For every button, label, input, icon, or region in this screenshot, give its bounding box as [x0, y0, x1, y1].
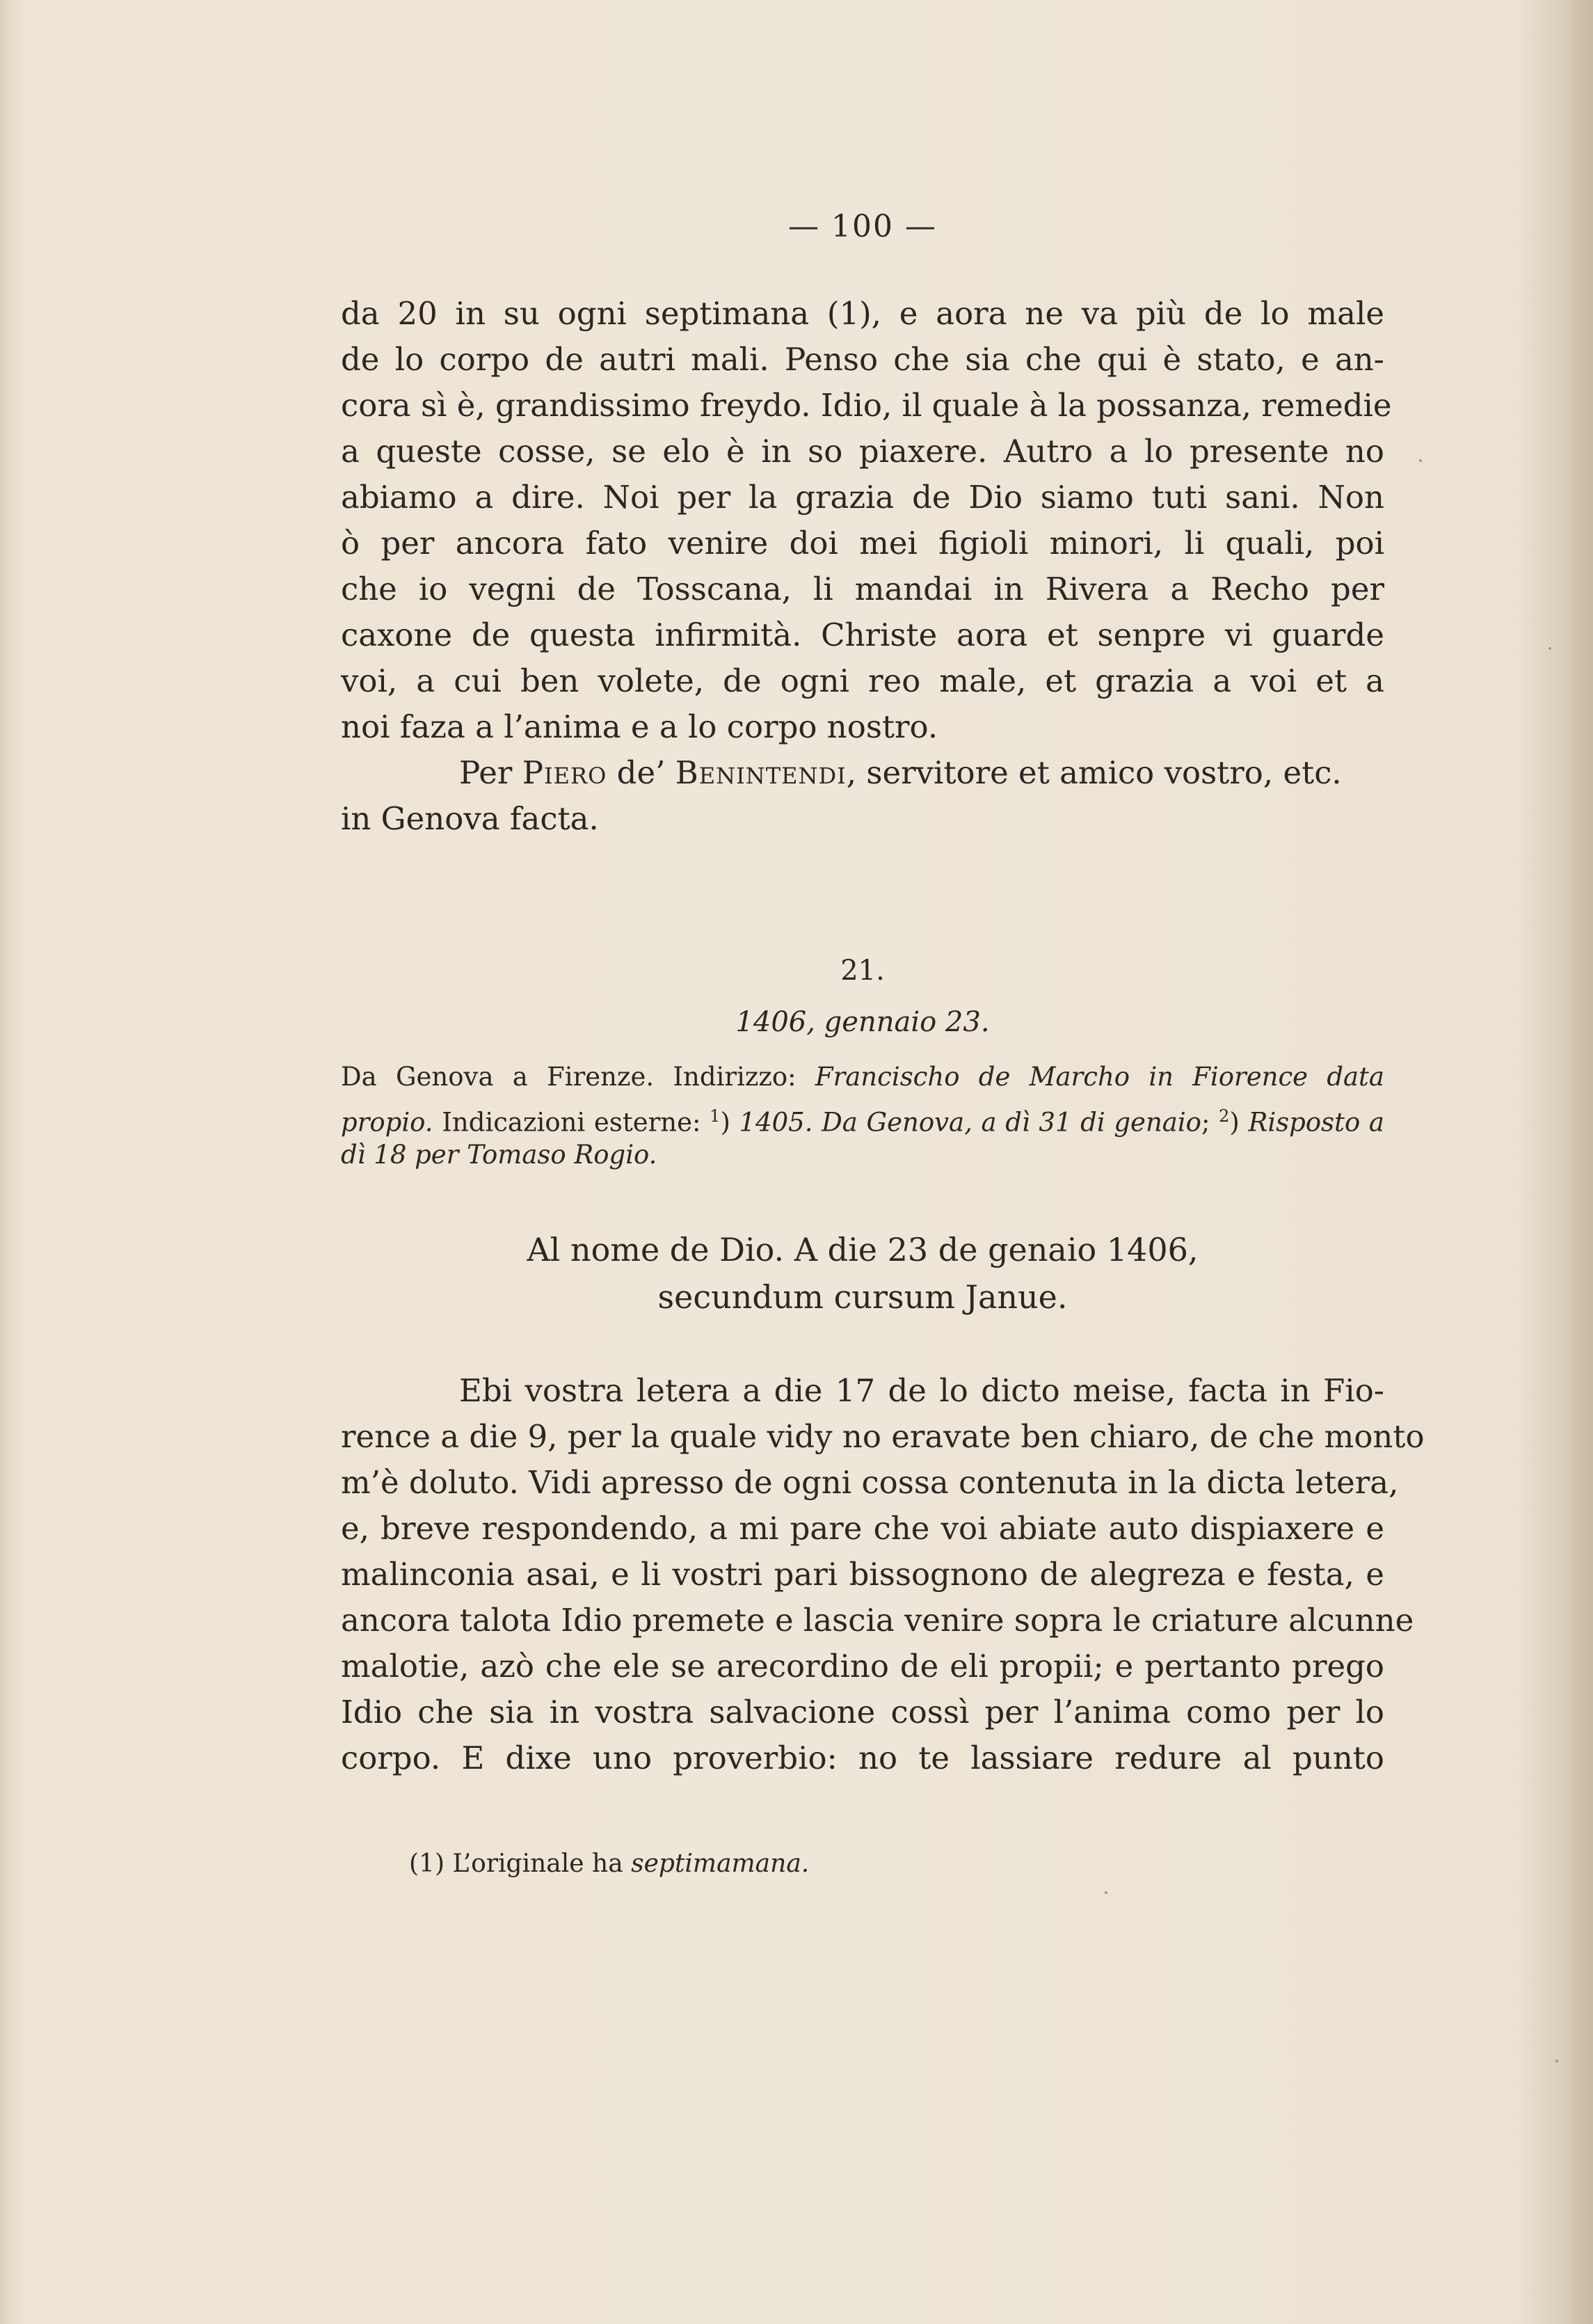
note-external-1: 1405. Da Genova, a dì 31 di genaio	[739, 1107, 1201, 1138]
note-external-label: Indicazioni esterne:	[442, 1107, 701, 1138]
text-line: corpo. E dixe uno proverbio: no te lassiare redure al punto	[341, 1740, 1384, 1776]
footnote-term: septimamana.	[631, 1849, 810, 1878]
page-edge-left	[0, 0, 10, 2324]
note-external-2-end: dì 18 per Tomaso Rogio.	[341, 1140, 657, 1170]
signature-line	[341, 750, 1384, 796]
text-line: noi faza a l’anima e a lo corpo nostro.	[341, 708, 938, 745]
paper-speck	[1548, 647, 1551, 650]
text-line: ancora talota Idio premete e lascia venire sopra le criature alcunne	[341, 1602, 1414, 1639]
text-line: Ebi vostra letera a die 17 de lo dicto meise, facta in Fio-	[459, 1372, 1384, 1409]
text-line: ò per ancora fato venire doi mei figioli minori, li quali, poi	[341, 525, 1384, 562]
text-line: malinconia asai, e li vostri pari bissognono de alegreza e festa, e	[341, 1556, 1384, 1593]
signature-rest: , servitore et amico vostro, etc.	[846, 754, 1342, 791]
editorial-note	[341, 1058, 1384, 1175]
text-line: rence a die 9, per la quale vidy no eravate ben chiaro, de che monto	[341, 1418, 1425, 1455]
text-line: de lo corpo de autri mali. Penso che sia che qui è stato, e an-	[341, 341, 1384, 378]
text-line: abiamo a dire. Noi per la grazia de Dio siamo tuti sani. Non	[341, 479, 1384, 516]
place-line: in Genova facta.	[341, 800, 599, 837]
text-line: voi, a cui ben volete, de ogni reo male, et grazia a voi et a	[341, 662, 1384, 699]
text-line: cora sì è, grandissimo freydo. Idio, il quale à la possanza, remedie	[341, 387, 1392, 424]
note-mark-2: 2	[1219, 1106, 1230, 1126]
letter-number: 21.	[840, 955, 885, 987]
note-external-2: Risposto a	[1248, 1107, 1384, 1138]
signature-per: Per	[459, 754, 513, 791]
letter-20-ending	[341, 291, 1392, 842]
note-address-end: propio.	[341, 1107, 433, 1138]
signature-surname: Benintendi	[675, 754, 847, 791]
text-line: Idio che sia in vostra salvacione cossì per l’anima como per lo	[341, 1694, 1384, 1730]
note-mark-1: 1	[710, 1106, 721, 1126]
text-line: e, breve respondendo, a mi pare che voi abiate auto dispiaxere e	[341, 1510, 1384, 1547]
footnote	[409, 1849, 809, 1878]
note-line	[341, 1058, 1384, 1097]
letter-heading	[341, 1226, 1384, 1321]
page-edge-right	[1568, 0, 1593, 2324]
paper-speck	[1419, 459, 1422, 462]
note-line: propio. Indicazioni esterne: $^1$) 1405. Da Genova, a dì 31 di genaio; $^2$) Risposto a	[341, 1106, 1384, 1138]
text-line: da 20 in su ogni septimana (1), e aora ne va più de lo male	[341, 295, 1384, 332]
footnote-prefix: (1) L’originale ha	[409, 1849, 623, 1878]
heading-line: secundum cursum Janue.	[657, 1278, 1068, 1316]
page-number: — 100 —	[788, 209, 937, 244]
text-line: a queste cosse, se elo è in so piaxere. Autro a lo presente no	[341, 433, 1384, 470]
note-route: Da Genova a Firenze. Indirizzo:	[341, 1062, 796, 1092]
text-line: malotie, azò che ele se arecordino de eli propii; e pertanto prego	[341, 1648, 1384, 1685]
signature-first-name: Piero	[522, 754, 607, 791]
letter-21-body	[341, 1368, 1425, 1781]
paper-speck	[1555, 2060, 1558, 2062]
text-line: caxone de questa infirmità. Christe aora et senpre vi guarde	[341, 616, 1384, 653]
text-line: m’è doluto. Vidi apresso de ogni cossa contenuta in la dicta letera,	[341, 1464, 1399, 1501]
note-address: Francischo de Marcho in Fiorence data	[815, 1062, 1384, 1092]
letter-date: 1406, gennaio 23.	[735, 1006, 990, 1038]
paper-speck	[1105, 1891, 1107, 1894]
heading-line: Al nome de Dio. A die 23 de genaio 1406,	[527, 1231, 1199, 1268]
signature-de: de’	[616, 754, 666, 791]
text-line: che io vegni de Tosscana, li mandai in Rivera a Recho per	[341, 571, 1384, 607]
